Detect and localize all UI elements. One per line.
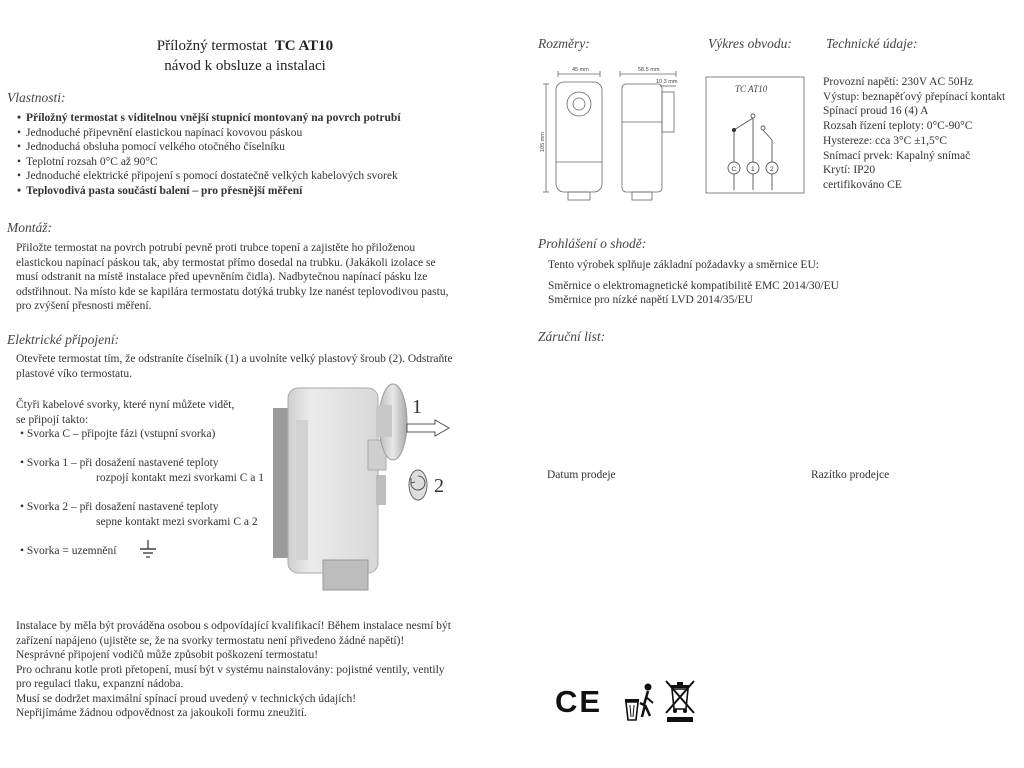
- montaz-text: [16, 241, 491, 314]
- lead-line: Čtyři kabelové svorky, které nyní můžete vidět,: [16, 399, 235, 411]
- circuit-term-1: 1: [751, 166, 755, 173]
- montaz-line: Přiložte termostat na povrch potrubí pevně proti trubce topení a zajistěte ho přiloženou: [16, 242, 416, 254]
- spec-item: Snímací prvek: Kapalný snímač: [823, 149, 971, 162]
- model-name: TC AT10: [274, 38, 334, 54]
- intro-line: Otevřete termostat tím, že odstraníte číselník (1) a uvolníte velký plastový šroub (2). Odstraňte: [16, 353, 453, 365]
- warning-line: Musí se dodržet maximální spínací proud uvedený v technických údajích!: [16, 692, 357, 705]
- terminal-2-desc: sepne kontakt mezi svorkami C a 2: [96, 516, 258, 528]
- document-title: [0, 36, 490, 76]
- montaz-line: elastickou napínací páskou tak, aby termostat přímo dosedal na trubku. (Jakákoli izolace se: [16, 256, 436, 269]
- heading-elektricke: Elektrické připojení:: [7, 332, 120, 347]
- feature-list: [16, 111, 401, 198]
- ground-icon: [138, 539, 158, 559]
- dim-height-label: 105 mm: [540, 132, 546, 152]
- dispose-in-bin-icon: [622, 683, 656, 723]
- warning-line: Nepřijímáme žádnou odpovědnost za jakoukoli formu zneužití.: [16, 707, 307, 719]
- heading-zarucni: Záruční list:: [538, 329, 606, 344]
- heading-vykres: Výkres obvodu:: [708, 36, 792, 51]
- feature-item: • Jednoduchá obsluha pomocí velkého otočného číselníku: [16, 140, 401, 155]
- spec-item: Rozsah řízení teploty: 0°C-90°C: [823, 120, 973, 133]
- dimension-drawing: [534, 62, 694, 210]
- callout-2: 2: [434, 475, 444, 497]
- heading-technicke: Technické údaje:: [826, 36, 918, 51]
- warning-line: Nesprávné připojení vodičů může způsobit poškození termostatu!: [16, 649, 319, 661]
- spec-item: Hystereze: cca 3°C ±1,5°C: [823, 134, 948, 147]
- intro-line: plastové víko termostatu.: [16, 367, 132, 380]
- prohlaseni-line-2: Směrnice o elektromagnetické kompatibilitě EMC 2014/30/EU: [548, 280, 839, 292]
- circuit-diagram: [705, 76, 805, 194]
- arrow-right-icon: [405, 418, 451, 438]
- feature-item: • Teplotní rozsah 0°C až 90°C: [16, 155, 401, 170]
- dim-depth-label: 58.5 mm: [638, 67, 660, 73]
- razitko-prodejce: Razítko prodejce: [811, 469, 890, 481]
- terminals-lead: [16, 398, 234, 427]
- callout-1: 1: [412, 396, 422, 418]
- warning-line: Instalace by měla být prováděna osobou s odpovídající kvalifikací! Během instalace nesmí být: [16, 620, 451, 632]
- montaz-line: pro zvýšení přesnosti měření.: [16, 300, 152, 312]
- datum-prodeje: Datum prodeje: [547, 469, 616, 481]
- spec-item: Spínací proud 16 (4) A: [823, 105, 929, 118]
- spec-list: [823, 75, 1005, 193]
- feature-item: • Jednoduché elektrické připojení s pomocí dostatečně velkých kabelových svorek: [16, 169, 401, 184]
- document-subtitle: návod k obsluze a instalaci: [164, 58, 326, 74]
- feature-item: • Jednoduché připevnění elastickou napínací kovovou páskou: [16, 126, 401, 141]
- prohlaseni-line-3: Směrnice pro nízké napětí LVD 2014/35/EU: [548, 294, 753, 306]
- ce-mark-icon: CE: [555, 684, 603, 719]
- warning-line: pro regulaci tlaku, expanzní nádoba.: [16, 678, 184, 690]
- weee-crossed-bin-icon: [664, 679, 696, 723]
- terminal-2: • Svorka 2 – při dosažení nastavené teploty: [20, 501, 219, 513]
- montaz-line: odstřihnout. Na místo kde se kapilára termostatu dotýká trubky lze nanést teplovodivou pastu,: [16, 285, 449, 298]
- feature-item: • Příložný termostat s viditelnou vnější stupnicí montovaný na povrch potrubí: [16, 111, 401, 126]
- spec-item: Výstup: beznapěťový přepínací kontakt: [823, 90, 1006, 103]
- warning-line: Pro ochranu kotle proti přetopení, musí být v systému nainstalovány: pojistné ventily, ventily: [16, 663, 445, 676]
- spec-item: Krytí: IP20: [823, 164, 876, 177]
- elektricke-intro: [16, 352, 496, 381]
- heading-vlastnosti: Vlastnosti:: [7, 90, 66, 105]
- terminal-c: • Svorka C – připojte fázi (vstupní svorka): [20, 428, 216, 440]
- warning-line: zařízení napájeno (ujistěte se, že na svorky termostatu není přivedeno žádné napětí)!: [16, 634, 405, 647]
- dim-width-label: 45 mm: [572, 67, 589, 73]
- spec-item: certifikováno CE: [823, 178, 902, 191]
- warnings-text: [16, 619, 496, 721]
- terminal-ground: • Svorka = uzemnění: [20, 545, 117, 557]
- circuit-term-c: C: [731, 166, 737, 173]
- title-prefix: Příložný termostat: [156, 38, 268, 54]
- heading-rozmery: Rozměry:: [538, 36, 590, 51]
- heading-montaz: Montáž:: [7, 220, 52, 235]
- heading-prohlaseni: Prohlášení o shodě:: [538, 236, 647, 251]
- spec-item: Provozní napětí: 230V AC 50Hz: [823, 76, 973, 88]
- lead-line: se připojí takto:: [16, 413, 89, 426]
- circuit-label: TC AT10: [735, 84, 768, 94]
- terminal-1-desc: rozpojí kontakt mezi svorkami C a 1: [96, 472, 264, 484]
- circuit-term-2: 2: [770, 166, 774, 173]
- screw-icon: [405, 468, 431, 502]
- terminal-1: • Svorka 1 – při dosažení nastavené teploty: [20, 457, 219, 469]
- feature-item: • Teplovodivá pasta součástí balení – pro přesnější měření: [16, 184, 401, 199]
- prohlaseni-line-1: Tento výrobek splňuje základní požadavky a směrnice EU:: [548, 259, 819, 271]
- dim-offset-label: 10.3 mm: [656, 79, 678, 85]
- montaz-line: musí odstranit na místě instalace před upevněním čidla). Nadbytečnou napínací pásku lze: [16, 271, 428, 283]
